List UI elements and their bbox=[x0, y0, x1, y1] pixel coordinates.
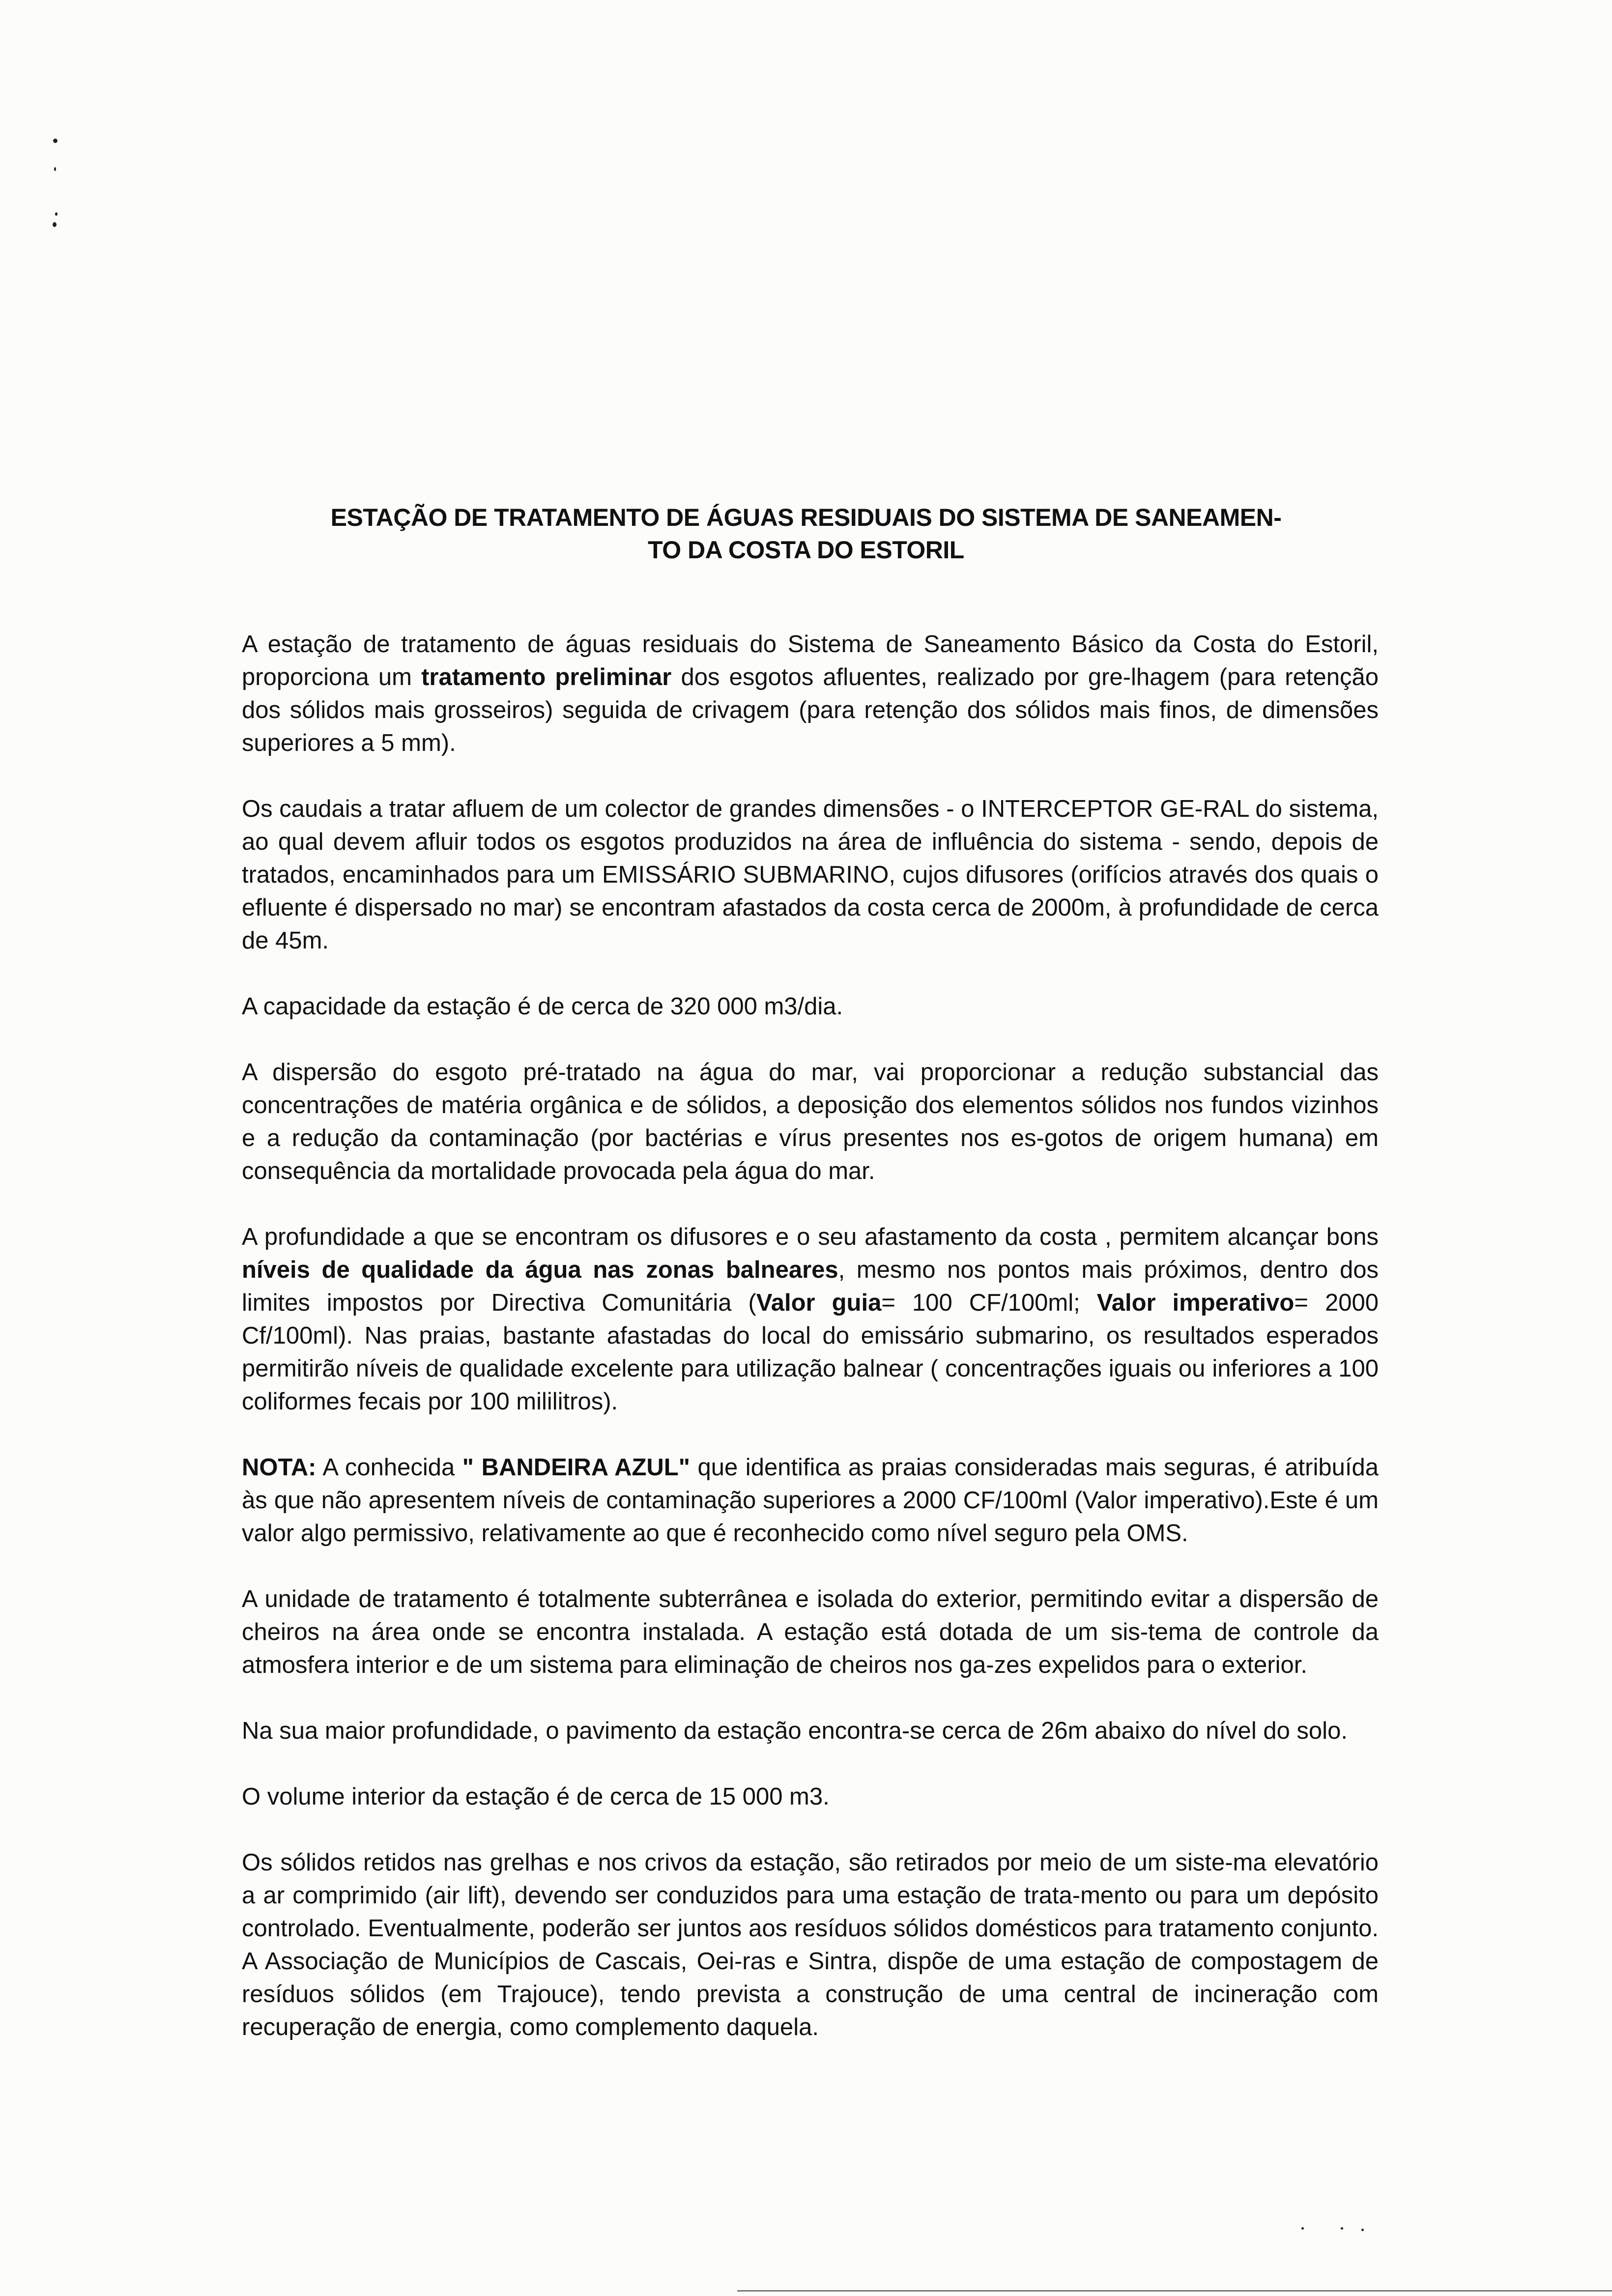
scan-edge-line bbox=[737, 2290, 1612, 2292]
document-body bbox=[242, 628, 1379, 2077]
bold-text: tratamento preliminar bbox=[421, 664, 672, 690]
paragraph-4: A dispersão do esgoto pré-tratado na água do mar, vai proporcionar a redução substancial das concentrações de matéria orgânica e de sólidos, a deposição dos elementos sólidos nos fundos vizinhos e a redução da contaminação (por bactérias e vírus presentes nos es-gotos de origem humana) em consequência da mortalidade provocada pela água do mar. bbox=[242, 1059, 1379, 1184]
bold-text: Valor guia bbox=[756, 1290, 882, 1316]
text-span: = 2000 Cf/100ml). Nas praias, bastante afastadas do local do emissário submarino, os resultados esperados permitirão níveis de qualidade excelente para utilização balnear ( concentrações iguais ou inferiores a 100 coliformes fecais por 100 mililitros). bbox=[242, 1290, 1379, 1415]
scan-speck bbox=[1301, 2227, 1304, 2230]
scan-speck bbox=[53, 139, 58, 143]
bold-text: NOTA: bbox=[242, 1454, 317, 1481]
scan-speck bbox=[1361, 2229, 1364, 2231]
paragraph-3: A capacidade da estação é de cerca de 320 000 m3/dia. bbox=[242, 993, 843, 1020]
text-span: que identifica as praias consideradas mais seguras, é atribuída às que não apresentem níveis de contaminação superiores a 2000 CF/100ml (Valor imperativo).Este é um valor algo permissivo, relativamente ao que é reconhecido como nível seguro pela OMS. bbox=[242, 1454, 1379, 1547]
text-span: dos esgotos afluentes, realizado por gre-lhagem (para retenção dos sólidos mais grosseiros) seguida de crivagem (para retenção dos sólidos mais finos, de dimensões superiores a 5 mm). bbox=[242, 664, 1379, 756]
text-span: A estação de tratamento de águas residuais do Sistema de Saneamento Básico da Costa do Estoril, proporciona um bbox=[242, 631, 1379, 690]
bold-text: Valor imperativo bbox=[1096, 1290, 1295, 1316]
text-span: A profundidade a que se encontram os difusores e o seu afastamento da costa , permitem alcançar bons bbox=[242, 1224, 1379, 1250]
paragraph-7: A unidade de tratamento é totalmente subterrânea e isolada do exterior, permitindo evitar a dispersão de cheiros na área onde se encontra instalada. A estação está dotada de um sis-tema de controle da atmosfera interior e de um sistema para eliminação de cheiros nos ga-zes expelidos para o exterior. bbox=[242, 1586, 1379, 1678]
paragraph-10: Os sólidos retidos nas grelhas e nos crivos da estação, são retirados por meio de um siste-ma elevatório a ar comprimido (air lift), devendo ser conduzidos para uma estação de trata-mento ou para um depósito controlado. Eventualmente, poderão ser juntos aos resíduos sólidos domésticos para tratamento conjunto. A Associação de Municípios de Cascais, Oei-ras e Sintra, dispõe de uma estação de compostagem de resíduos sólidos (em Trajouce), tendo prevista a construção de uma central de incineração com recuperação de energia, como complemento daquela. bbox=[242, 1849, 1379, 2040]
scan-speck bbox=[55, 212, 58, 216]
text-span: A conhecida bbox=[316, 1454, 462, 1481]
text-span: , mesmo nos pontos mais próximos, dentro dos limites impostos por Directiva Comunitária ( bbox=[242, 1257, 1379, 1316]
scan-speck bbox=[54, 167, 56, 171]
paragraph-2: Os caudais a tratar afluem de um colector de grandes dimensões - o INTERCEPTOR GE-RAL do sistema, ao qual devem afluir todos os esgotos produzidos na área de influência do sistema - sendo, depois de tratados, encaminhados para um EMISSÁRIO SUBMARINO, cujos difusores (orifícios através dos quais o efluente é dispersado no mar) se encontram afastados da costa cerca de 2000m, à profundidade de cerca de 45m. bbox=[242, 796, 1379, 954]
title-line-2: TO DA COSTA DO ESTORIL bbox=[648, 536, 964, 564]
paragraph-9: O volume interior da estação é de cerca de 15 000 m3. bbox=[242, 1783, 830, 1810]
title-line-1: ESTAÇÃO DE TRATAMENTO DE ÁGUAS RESIDUAIS DO SISTEMA DE SANEAMEN- bbox=[330, 504, 1282, 531]
text-span: = 100 CF/100ml; bbox=[881, 1290, 1097, 1316]
paragraph-6-note bbox=[242, 1451, 1379, 1550]
paragraph-8: Na sua maior profundidade, o pavimento da estação encontra-se cerca de 26m abaixo do nível do solo. bbox=[242, 1718, 1348, 1744]
paragraph-5 bbox=[242, 1221, 1379, 1418]
scan-speck bbox=[1341, 2227, 1343, 2230]
bold-text: níveis de qualidade da água nas zonas balneares bbox=[242, 1257, 838, 1283]
document-title bbox=[216, 501, 1396, 566]
bold-text: " BANDEIRA AZUL" bbox=[462, 1454, 690, 1481]
paragraph-1 bbox=[242, 628, 1379, 760]
scan-speck bbox=[53, 222, 57, 227]
